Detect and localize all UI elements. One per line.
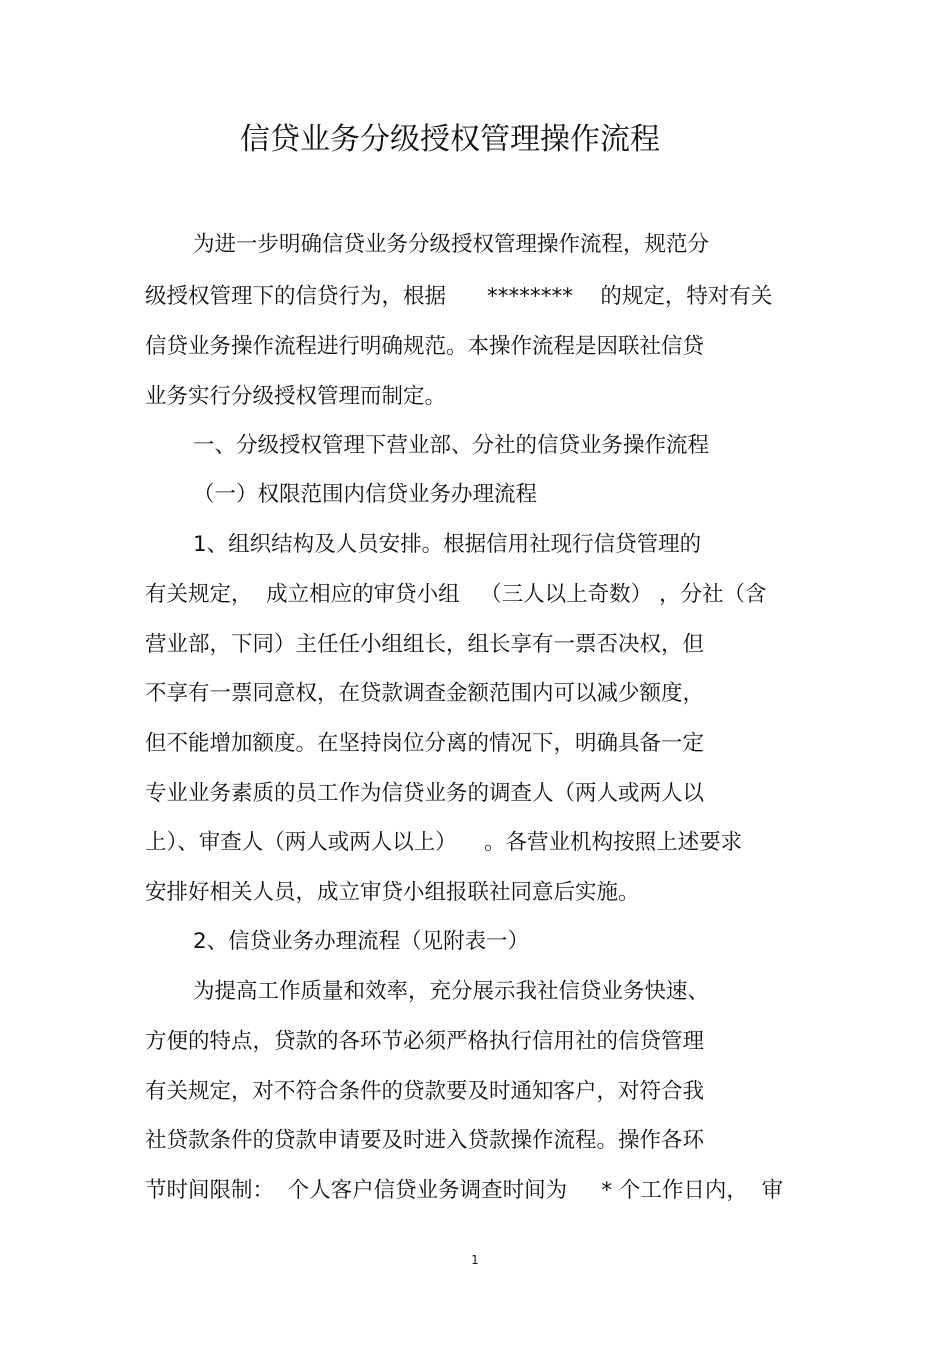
paragraph-line: 不享有一票同意权，在贷款调查金额范围内可以减少额度， — [145, 681, 705, 706]
paragraph-line: 但不能增加额度。在坚持岗位分离的情况下，明确具备一定 — [145, 731, 705, 756]
section-heading: 一、分级授权管理下营业部、分社的信贷业务操作流程 — [193, 433, 710, 458]
paragraph-line: 为进一步明确信贷业务分级授权管理操作流程，规范分 — [193, 232, 710, 257]
paragraph-line: 业务实行分级授权管理而制定。 — [145, 384, 447, 409]
document-title: 信贷业务分级授权管理操作流程 — [240, 122, 660, 157]
paragraph-line: 安排好相关人员，成立审贷小组报联社同意后实施。 — [145, 880, 640, 905]
paragraph-line: 有关规定， 成立相应的审贷小组 （三人以上奇数） ，分社（含 — [145, 582, 767, 607]
paragraph-line: 信贷业务操作流程进行明确规范。本操作流程是因联社信贷 — [145, 334, 705, 359]
subsection-heading: （一）权限范围内信贷业务办理流程 — [193, 482, 538, 507]
paragraph-line: 有关规定，对不符合条件的贷款要及时通知客户，对符合我 — [145, 1079, 705, 1104]
paragraph-line: 1、组织结构及人员安排。根据信用社现行信贷管理的 — [193, 532, 702, 557]
paragraph-line: 营业部，下同）主任任小组组长，组长享有一票否决权，但 — [145, 632, 705, 657]
paragraph-line: 社贷款条件的贷款申请要及时进入贷款操作流程。操作各环 — [145, 1128, 705, 1153]
page-number: 1 — [471, 1253, 479, 1267]
subsection-heading: 2、信贷业务办理流程（见附表一） — [193, 929, 530, 954]
paragraph-line: 级授权管理下的信贷行为，根据 ******** 的规定，特对有关 — [145, 284, 773, 309]
paragraph-line: 节时间限制： 个人客户信贷业务调查时间为 * 个工作日内， 审 — [145, 1178, 784, 1203]
paragraph-line: 方便的特点，贷款的各环节必须严格执行信用社的信贷管理 — [145, 1029, 705, 1054]
paragraph-line: 为提高工作质量和效率，充分展示我社信贷业务快速、 — [193, 979, 710, 1004]
paragraph-line: 上）、审查人（两人或两人以上） 。各营业机构按照上述要求 — [145, 830, 743, 855]
paragraph-line: 专业业务素质的员工作为信贷业务的调查人（两人或两人以 — [145, 781, 705, 806]
